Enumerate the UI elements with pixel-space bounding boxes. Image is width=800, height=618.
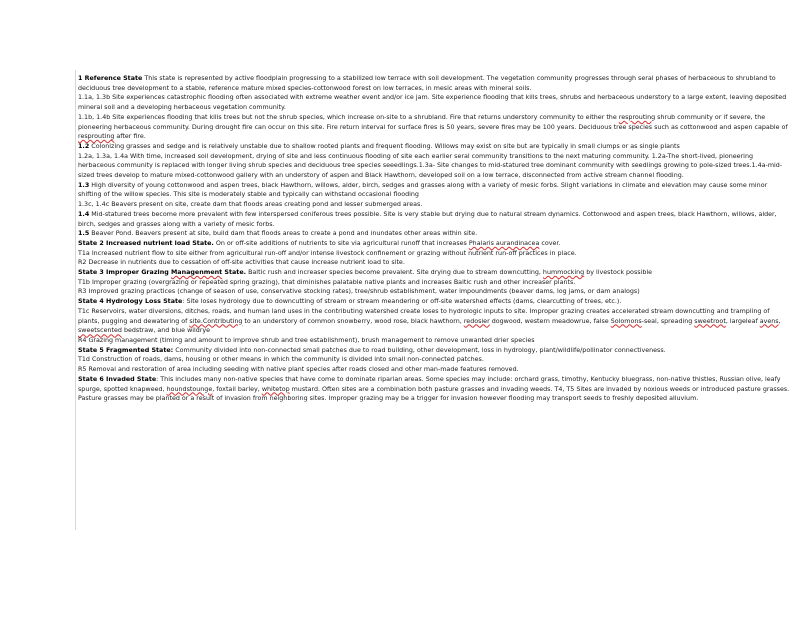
paragraph-state-2: State 2 Increased nutrient load State. On or off-site additions of nutrients to site via agricultural runoff that increases Phalaris aurandinacea cover.: [78, 239, 561, 247]
misspelled-word: hummocking: [542, 269, 585, 277]
paragraph-state-6: State 6 Invaded State: This includes many non-native species that have come to dominate riparian areas. Some species may include: orchard grass, timothy, Kentucky bluegrass, non-native thistles, Russian olive, leafy spurge, spotted knapweed, houndstounge, foxtail barley, whitetop mustard. Often sites are a combination both pasture grasses and invading weeds. T4, T5 Sites are invaded by noxious weeds or introduced pasture grasses. Pasture grasses may be planted or a result of invasion from neighboring sites. Improper grazing may be a trigger for invasion however flooding may transport seeds to freshly deposited alluvium.: [78, 375, 790, 403]
misspelled-word: site.Contributing: [189, 317, 243, 325]
paragraph-transition-1-1a: 1.1a, 1.3b Site experiences catastrophic flooding often associated with extreme weather event and/or ice jam. Site experience flooding that kills trees, shrubs and herbaceous understory to a large extent, leaving deposited mineral soil and a developing herbaceous vegetation community.: [78, 94, 787, 112]
heading-state-4: State 4 Hydrology Loss State: [78, 298, 183, 306]
misspelled-word: sweetroot: [694, 317, 726, 325]
paragraph-t1d: T1d Construction of roads, dams, housing or other means in which the community is divided into small non-connected patches.: [78, 356, 484, 364]
paragraph-state-5: State 5 Fragmented State: Community divided into non-connected small patches due to road building, other development, loss in hydrology, plant/wildlife/pollinator connectiveness.: [78, 346, 666, 354]
misspelled-word: redosier: [463, 317, 490, 325]
text-margin-line: [75, 70, 76, 530]
paragraph-r4: R4 Grazing management (timing and amount to improve shrub and tree establishment), brush management to remove unwanted drier species: [78, 336, 535, 344]
heading-state-2: State 2 Increased nutrient load State.: [78, 239, 214, 247]
heading-phase-1-4: 1.4: [78, 210, 90, 218]
paragraph-t1a: T1a Increased nutrient flow to site either from agricultural run-off and/or intense livestock confinement or grazing without nutrient run-off practices in place.: [78, 249, 577, 257]
heading-state-6: State 6 Invaded State: [78, 375, 157, 383]
paragraph-r5: R5 Removal and restoration of area including seeding with native plant species after roads closed and other man-made features removed.: [78, 366, 519, 374]
heading-reference-state: 1 Reference State: [78, 75, 143, 82]
paragraph-reference-state: 1 Reference State This state is represented by active floodplain progressing to a stabilized low terrace with soil development. The vegetation community progresses through seral phases of herbaceous to shrubland to deciduous tree development to a stable, reference mature mixed species-cottonwood forest on low terraces, in mesic areas with mineral soils.: [78, 75, 776, 92]
paragraph-phase-1-3: 1.3 High diversity of young cottonwood and aspen trees, black Hawthorn, willows, alder, birch, sedges and grasses along with a variety of mesic forbs. Slight variations in climate and elevation may cause some minor shifting of the willow species. This site is moderately stable and typically can withstand occasional flooding: [78, 181, 768, 199]
paragraph-t1b: T1b Improper grazing (overgrazing or repeated spring grazing), that diminishes palatable native plants and increases Baltic rush and other increaser plants.: [78, 278, 576, 286]
heading-phase-1-5: 1.5: [78, 230, 90, 238]
heading-state-5: State 5 Fragmented State:: [78, 346, 174, 354]
misspelled-word: Managenment: [170, 269, 223, 277]
paragraph-transition-1-3c: 1.3c, 1.4c Beavers present on site, create dam that floods areas creating pond and lesser submerged areas.: [78, 201, 423, 209]
heading-state-3: State 3 Improper Grazing Managenment State.: [78, 269, 247, 277]
paragraph-phase-1-5: 1.5 Beaver Pond. Beavers present at site, build dam that floods areas to create a pond and inundates other areas within site.: [78, 230, 478, 238]
paragraph-t1c: T1c Reservoirs, water diversions, ditches, roads, and human land uses in the contributing watershed create loses to hydrologic inputs to site. Improper grazing creates accelerated stream downcutting and trampling of plants, pugging and dewatering of site.Contributing to an understory of common snowberry, wood rose, black hawthorn, redosier dogwood, western meadowrue, false Solomons-seal, spreading sweetroot, largeleaf avens, sweetscented bedstraw, and blue wildrye: [78, 307, 781, 335]
paragraph-state-3: State 3 Improper Grazing Managenment State. Baltic rush and increaser species become prevalent. Site drying due to stream downcutting, hummocking by livestock possible: [78, 269, 653, 277]
paragraph-r3: R3 Improved grazing practices (change of season of use, conservative stocking rates), tree/shrub establishment, water impoundments (beaver dams, log jams, or dam analogs): [78, 288, 640, 296]
paragraph-phase-1-2: 1.2 Colonizing grasses and sedge and is relatively unstable due to shallow rooted plants and frequent flooding. Willows may exist on site but are typically in small clumps or as single plants: [78, 142, 680, 150]
paragraph-transition-1-2a: 1.2a, 1.3a, 1.4a With time, increased soil development, drying of site and less continuous flooding of site each earlier seral community transitions to the next maturing community. 1.2a-The short-lived, pioneering herbaceous community is replaced with longer living shrub species and deciduous tree species seeedlings.1.3a- Site changes to mid-statured tree dominant community with seedlings growing to pole-sized trees.1.4a-mid-sized trees develop to mature mixed-cottonwood gallery with an understory of aspen and Black Hawthorn, developed soil on a low terrace, disconnected from active stream channel flooding.: [78, 152, 783, 180]
paragraph-phase-1-4: 1.4 Mid-statured trees become more prevalent with few interspersed coniferous trees possible. Site is very stable but drying due to natural stream dynamics. Cottonwood and aspen trees, black Hawthorn, willows, alder, birch, sedges and grasses along with a variety of mesic forbs.: [78, 210, 777, 228]
misspelled-word: Phalaris aurandinacea: [468, 239, 540, 247]
paragraph-r2: R2 Decrease in nutrients due to cessation of off-site activities that cause increase nutrient load to site.: [78, 259, 405, 267]
misspelled-word: resprouting: [618, 113, 656, 121]
misspelled-word: sweetscented: [78, 327, 122, 335]
misspelled-word: houndstounge: [166, 385, 213, 393]
paragraph-transition-1-1b: 1.1b, 1.4b Site experiences flooding that kills trees but not the shrub species, which increase on-site to a shrubland. Fire that returns understory community to either the resprouting shrub community or if severe, the pioneering herbaceous community. During drought fire can occur on this site. Fire return interval for surface fires is 50 years, severe fires may be 100 years. Deciduous tree species such as cottonwood and aspen capable of resprouting after fire.: [78, 113, 788, 141]
heading-phase-1-3: 1.3: [78, 181, 90, 189]
misspelled-word: resprouting: [78, 133, 115, 141]
misspelled-word: whitetop: [261, 385, 290, 393]
misspelled-word: Solomons: [610, 317, 642, 325]
paragraph-state-4: State 4 Hydrology Loss State: Site loses hydrology due to downcutting of stream or stream meandering or off-site watershed effects (dams, clearcutting of trees, etc.).: [78, 298, 622, 306]
misspelled-word: avens: [759, 317, 779, 325]
document-body: [78, 74, 790, 404]
heading-phase-1-2: 1.2: [78, 142, 90, 150]
